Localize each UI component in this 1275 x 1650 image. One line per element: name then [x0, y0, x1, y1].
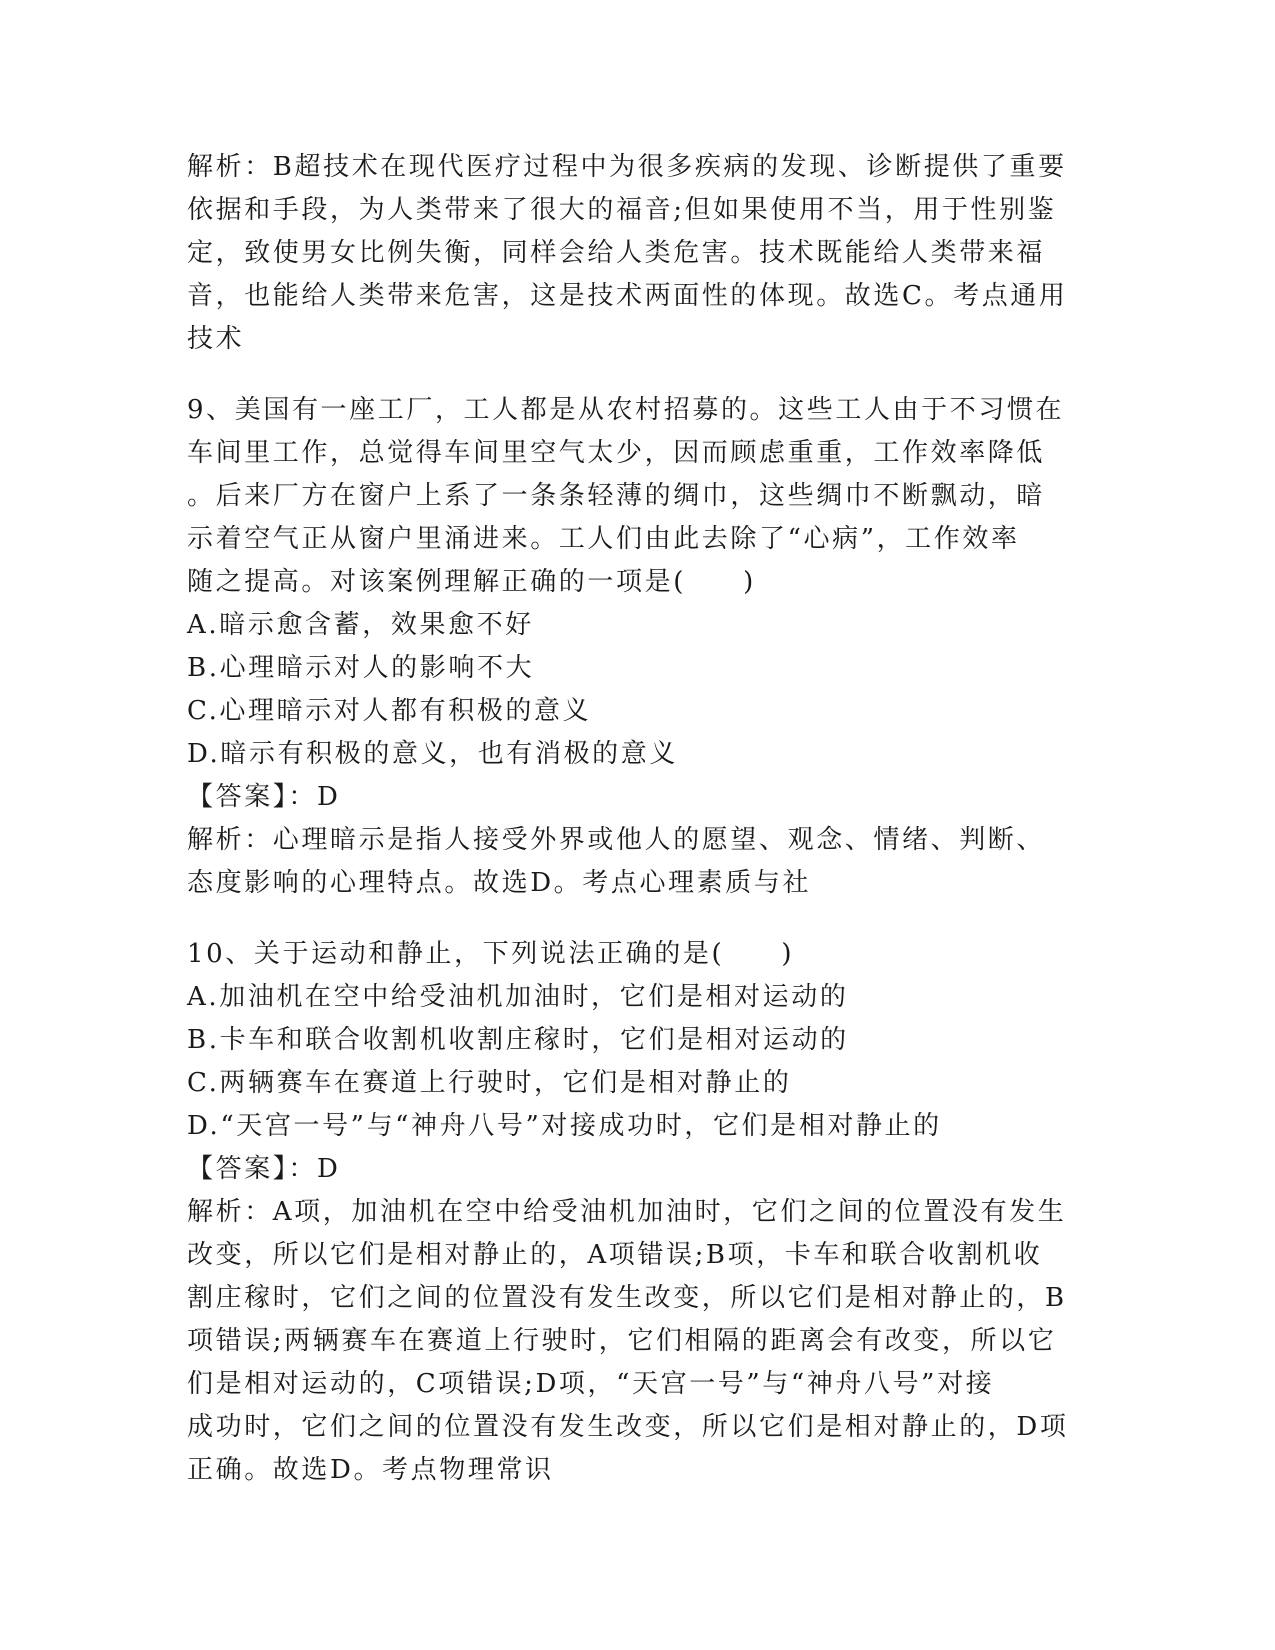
option-b: B.心理暗示对人的影响不大 [187, 653, 535, 683]
option-a: A.加油机在空中给受油机加油时，它们是相对运动的 [187, 982, 849, 1012]
analysis-line: 依据和手段，为人类带来了很大的福音;但如果使用不当，用于性别鉴 [187, 195, 1057, 225]
analysis-line: 成功时，它们之间的位置没有发生改变，所以它们是相对静止的，D项 [187, 1412, 1069, 1442]
question-stem-line: 。后来厂方在窗户上系了一条条轻薄的绸巾，这些绸巾不断飘动，暗 [187, 481, 1046, 511]
question-stem-line: 10、关于运动和静止，下列说法正确的是( ) [187, 939, 795, 969]
spacer [187, 361, 1092, 389]
question-stem-line: 车间里工作，总觉得车间里空气太少，因而顾虑重重，工作效率降低 [187, 438, 1046, 468]
answer-line: 【答案】：D [187, 1154, 341, 1184]
option-c: C.心理暗示对人都有积极的意义 [187, 696, 592, 726]
analysis-line: 项错误;两辆赛车在赛道上行驶时，它们相隔的距离会有改变，所以它 [187, 1326, 1057, 1356]
question-stem-line: 示着空气正从窗户里涌进来。工人们由此去除了“心病”，工作效率 [187, 524, 1020, 554]
spacer [187, 905, 1092, 933]
analysis-line: 解析：A项，加油机在空中给受油机加油时，它们之间的位置没有发生 [187, 1197, 1067, 1227]
analysis-line: 解析：B超技术在现代医疗过程中为很多疾病的发现、诊断提供了重要 [187, 152, 1067, 182]
question-9 [187, 389, 1092, 905]
answer-line: 【答案】：D [187, 782, 341, 812]
question-10 [187, 933, 1092, 1492]
analysis-line: 改变，所以它们是相对静止的，A项错误;B项，卡车和联合收割机收 [187, 1240, 1043, 1270]
analysis-line: 定，致使男女比例失衡，同样会给人类危害。技术既能给人类带来福 [187, 238, 1046, 268]
document-page [187, 146, 1092, 1492]
option-d: D.暗示有积极的意义，也有消极的意义 [187, 739, 678, 769]
analysis-line: 们是相对运动的，C项错误;D项，“天宫一号”与“神舟八号”对接 [187, 1369, 995, 1399]
question-stem-line: 9、美国有一座工厂，工人都是从农村招募的。这些工人由于不习惯在 [187, 395, 1065, 425]
analysis-line: 解析：心理暗示是指人接受外界或他人的愿望、观念、情绪、判断、 [187, 825, 1046, 855]
analysis-line: 正确。故选D。考点物理常识 [187, 1455, 554, 1485]
analysis-line: 技术 [187, 324, 245, 354]
analysis-line: 音，也能给人类带来危害，这是技术两面性的体现。故选C。考点通用 [187, 281, 1068, 311]
question-stem-line: 随之提高。对该案例理解正确的一项是( ) [187, 567, 756, 597]
analysis-line: 态度影响的心理特点。故选D。考点心理素质与社 [187, 868, 812, 898]
analysis-block-q8 [187, 146, 1092, 361]
option-d: D.“天宫一号”与“神舟八号”对接成功时，它们是相对静止的 [187, 1111, 942, 1141]
option-a: A.暗示愈含蓄，效果愈不好 [187, 610, 534, 640]
option-c: C.两辆赛车在赛道上行驶时，它们是相对静止的 [187, 1068, 792, 1098]
analysis-line: 割庄稼时，它们之间的位置没有发生改变，所以它们是相对静止的，B [187, 1283, 1067, 1313]
option-b: B.卡车和联合收割机收割庄稼时，它们是相对运动的 [187, 1025, 849, 1055]
